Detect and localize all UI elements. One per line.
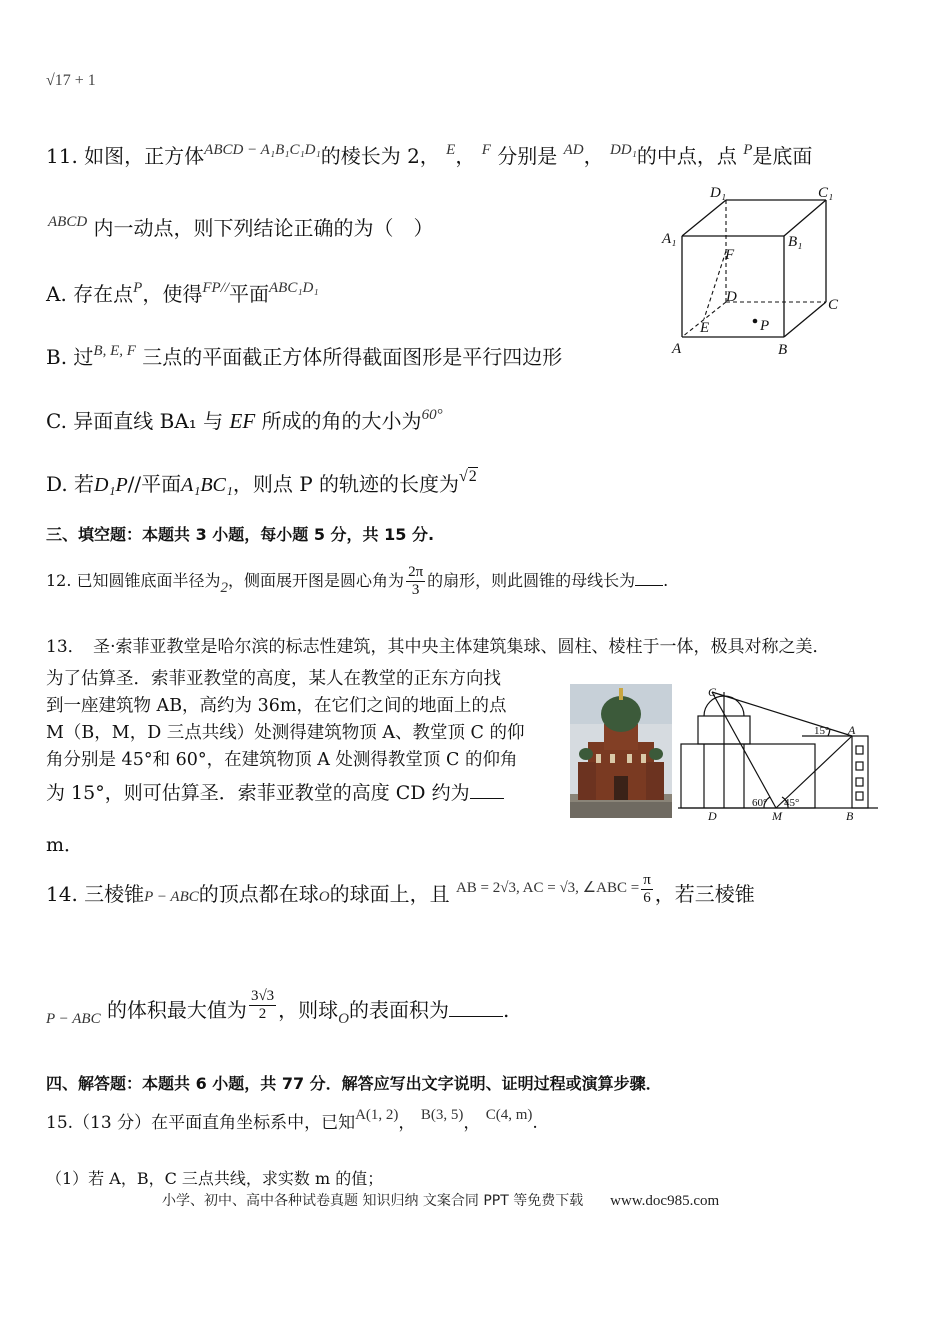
diagram-angle-60: 60° xyxy=(752,797,768,809)
top-formula: √17 + 1 xyxy=(46,72,96,89)
diagram-label-c: C xyxy=(708,685,717,699)
label-b: B xyxy=(778,342,788,358)
q14-line2: $_{P - ABC}$ 的体积最大值为 $\frac{3√3}{2}$ ，则球$_O$的表面积为 . xyxy=(46,988,510,1027)
q12-answer-blank[interactable] xyxy=(635,585,663,586)
label-a1: A₁ xyxy=(662,231,677,247)
q13-body: 为了估算圣．索菲亚教堂的高度，某人在教堂的正东方向找 到一座建筑物 AB，高约为 36m，在它们之间的地面上的点 M（B，M，D 三点共线）处测得建筑物顶 A、教堂顶 C 的仰 角分别是 45°和 60°，在建筑物顶 A 处测得教堂顶 C 的仰角 为 15°，则可估算圣．索菲亚教堂的高度 CD 约为 xyxy=(46,669,525,804)
q13-answer-blank[interactable] xyxy=(470,780,504,799)
diagram-angle-45: 45° xyxy=(784,797,800,809)
footer-url[interactable]: www.doc985.com xyxy=(610,1193,720,1209)
section4-title: 四、解答题：本题共 6 小题，共 77 分．解答应写出文字说明、证明过程或演算步骤． xyxy=(46,1074,662,1093)
q12-fraction: $\frac{2\pi}{3}$ xyxy=(408,564,424,598)
label-d: D xyxy=(726,289,737,305)
cathedral-diagram xyxy=(678,684,878,824)
cathedral-photo xyxy=(570,684,672,818)
footer xyxy=(162,1190,719,1210)
label-b1: B₁ xyxy=(788,234,803,250)
q14-angle-fraction: $\frac{\pi}{6}$ xyxy=(643,872,651,906)
label-p: P xyxy=(760,318,770,334)
cube-figure xyxy=(660,180,850,360)
q12: 12. 已知圆锥底面半径为2，侧面展开图是圆心角为 $\frac{2\pi}{3}$ 的扇形，则此圆锥的母线长为 . xyxy=(46,564,669,598)
q13-line1: 13． 圣·索菲亚教堂是哈尔滨的标志性建筑，其中央主体建筑集球、圆柱、棱柱于一体，极具对称之美． xyxy=(46,637,830,657)
q11-option-d: D. 若D₁P//平面A₁BC₁，则点 P 的轨迹的长度为$^{√2}$ xyxy=(46,468,477,496)
diagram-label-a: A xyxy=(848,723,856,737)
q11-option-b: B. 过$^{B, E, F}$ 三点的平面截正方体所得截面图形是平行四边形 xyxy=(46,343,563,369)
label-d1: D₁ xyxy=(710,185,727,201)
q14-line1: 14. 三棱锥P − ABC的顶点都在球O的球面上，且 $^{AB = 2√3, AC = √3, \angle ABC =}$ $\frac{\pi}{6}$ ，若三棱锥 xyxy=(46,872,755,906)
diagram-label-m: M xyxy=(772,809,782,823)
section3-title: 三、填空题：本题共 3 小题，每小题 5 分，共 15 分. xyxy=(46,525,435,544)
q11-option-c: C. 异面直线 BA₁ 与 EF 所成的角的大小为$^{60^\circ}$ xyxy=(46,407,443,433)
q13-unit: m． xyxy=(46,834,84,856)
footer-text: 小学、初中、高中各种试卷真题 知识归纳 文案合同 PPT 等免费下载 xyxy=(162,1193,584,1209)
label-c1: C₁ xyxy=(818,185,834,201)
label-c: C xyxy=(828,297,839,313)
sqrt-two: √2 xyxy=(459,468,477,485)
q11-line1: 11. 如图，正方体$^{ABCD - A_1B_1C_1D_1}$的棱长为 2， $^E$， $^F$ 分别是 $^{AD}$， $^{DD_1}$的中点，点 $^P$是底面 xyxy=(46,142,813,168)
q11-line2: $^{ABCD}$ 内一动点，则下列结论正确的为（ ） xyxy=(48,214,434,240)
diagram-label-d: D xyxy=(708,809,717,823)
q15-line1: 15.（13 分）在平面直角坐标系中，已知A(1, 2)， B(3, 5)， C(4, m). xyxy=(46,1107,538,1133)
diagram-angle-15: 15° xyxy=(814,725,830,737)
diagram-label-b: B xyxy=(846,809,854,823)
q14-volume-fraction: $\frac{3√3}{2}$ xyxy=(250,988,275,1022)
label-f: F xyxy=(725,247,735,263)
label-e: E xyxy=(700,320,710,336)
q11-option-a: A. 存在点$^P$，使得$^{FP//}$平面$^{ABC_1D_1}$ xyxy=(46,280,319,306)
label-a: A xyxy=(672,341,682,357)
q14-answer-blank[interactable] xyxy=(449,1016,503,1017)
q15-sub1: （1）若 A，B，C 三点共线，求实数 m 的值； xyxy=(46,1169,384,1188)
